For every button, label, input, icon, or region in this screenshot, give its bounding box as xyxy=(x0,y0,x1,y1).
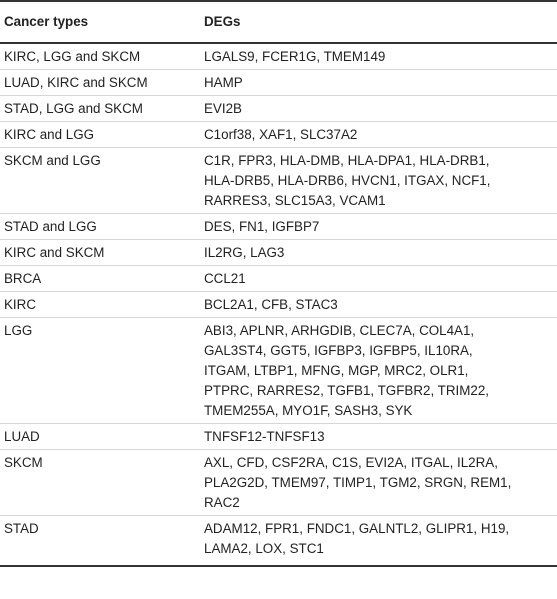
deg-line: DES, FN1, IGFBP7 xyxy=(204,219,320,234)
table-row xyxy=(0,96,557,122)
deg-line: CCL21 xyxy=(204,271,246,286)
table-row xyxy=(0,266,557,292)
cancer-type-cell: KIRC and SKCM xyxy=(0,240,204,266)
degs-cell xyxy=(204,70,557,96)
header-row xyxy=(0,1,557,43)
header-cancer-types: Cancer types xyxy=(0,1,204,43)
deg-line: HAMP xyxy=(204,75,243,90)
table-row xyxy=(0,214,557,240)
deg-line: C1R, FPR3, HLA-DMB, HLA-DPA1, HLA-DRB1, xyxy=(204,153,490,168)
degs-cell xyxy=(204,450,557,516)
deg-line: RAC2 xyxy=(204,495,240,510)
deg-line: LGALS9, FCER1G, TMEM149 xyxy=(204,49,386,64)
deg-line: ABI3, APLNR, ARHGDIB, CLEC7A, COL4A1, xyxy=(204,323,475,338)
cancer-type-cell: SKCM and LGG xyxy=(0,148,204,214)
deg-line: ADAM12, FPR1, FNDC1, GALNTL2, GLIPR1, H19, xyxy=(204,521,510,536)
table-body xyxy=(0,43,557,566)
cancer-type-cell: KIRC xyxy=(0,292,204,318)
degs-cell xyxy=(204,266,557,292)
degs-cell xyxy=(204,424,557,450)
deg-line: PTPRC, RARRES2, TGFB1, TGFBR2, TRIM22, xyxy=(204,383,489,398)
degs-cell xyxy=(204,122,557,148)
degs-cell xyxy=(204,43,557,70)
table-row xyxy=(0,318,557,424)
deg-line: IL2RG, LAG3 xyxy=(204,245,285,260)
table-row xyxy=(0,70,557,96)
cancer-type-cell: KIRC and LGG xyxy=(0,122,204,148)
deg-line: BCL2A1, CFB, STAC3 xyxy=(204,297,338,312)
cancer-type-cell: LUAD, KIRC and SKCM xyxy=(0,70,204,96)
deg-line: GAL3ST4, GGT5, IGFBP3, IGFBP5, IL10RA, xyxy=(204,343,473,358)
table-header xyxy=(0,1,557,43)
degs-cell xyxy=(204,214,557,240)
table-row xyxy=(0,148,557,214)
cancer-type-cell: KIRC, LGG and SKCM xyxy=(0,43,204,70)
cancer-type-cell: STAD and LGG xyxy=(0,214,204,240)
cancer-type-cell: LUAD xyxy=(0,424,204,450)
deg-line: ITGAM, LTBP1, MFNG, MGP, MRC2, OLR1, xyxy=(204,363,469,378)
deg-line: TNFSF12-TNFSF13 xyxy=(204,429,325,444)
cancer-type-cell: STAD, LGG and SKCM xyxy=(0,96,204,122)
deg-line: AXL, CFD, CSF2RA, C1S, EVI2A, ITGAL, IL2RA, xyxy=(204,455,498,470)
degs-cell xyxy=(204,240,557,266)
table-row xyxy=(0,292,557,318)
cancer-type-cell: BRCA xyxy=(0,266,204,292)
table-row xyxy=(0,122,557,148)
cancer-type-cell: STAD xyxy=(0,516,204,567)
deg-line: TMEM255A, MYO1F, SASH3, SYK xyxy=(204,403,413,418)
table-row xyxy=(0,43,557,70)
deg-line: RARRES3, SLC15A3, VCAM1 xyxy=(204,193,386,208)
cancer-type-cell: SKCM xyxy=(0,450,204,516)
deg-line: PLA2G2D, TMEM97, TIMP1, TGM2, SRGN, REM1, xyxy=(204,475,512,490)
header-degs: DEGs xyxy=(204,1,557,43)
degs-cell xyxy=(204,148,557,214)
deg-line: C1orf38, XAF1, SLC37A2 xyxy=(204,127,358,142)
deg-line: EVI2B xyxy=(204,101,242,116)
deg-line: LAMA2, LOX, STC1 xyxy=(204,541,324,556)
table-row xyxy=(0,450,557,516)
degs-cell xyxy=(204,318,557,424)
table-row xyxy=(0,424,557,450)
degs-cell xyxy=(204,96,557,122)
degs-cell xyxy=(204,292,557,318)
degs-cell xyxy=(204,516,557,567)
deg-line: HLA-DRB5, HLA-DRB6, HVCN1, ITGAX, NCF1, xyxy=(204,173,491,188)
cancer-type-cell: LGG xyxy=(0,318,204,424)
table-row xyxy=(0,516,557,567)
table-row xyxy=(0,240,557,266)
